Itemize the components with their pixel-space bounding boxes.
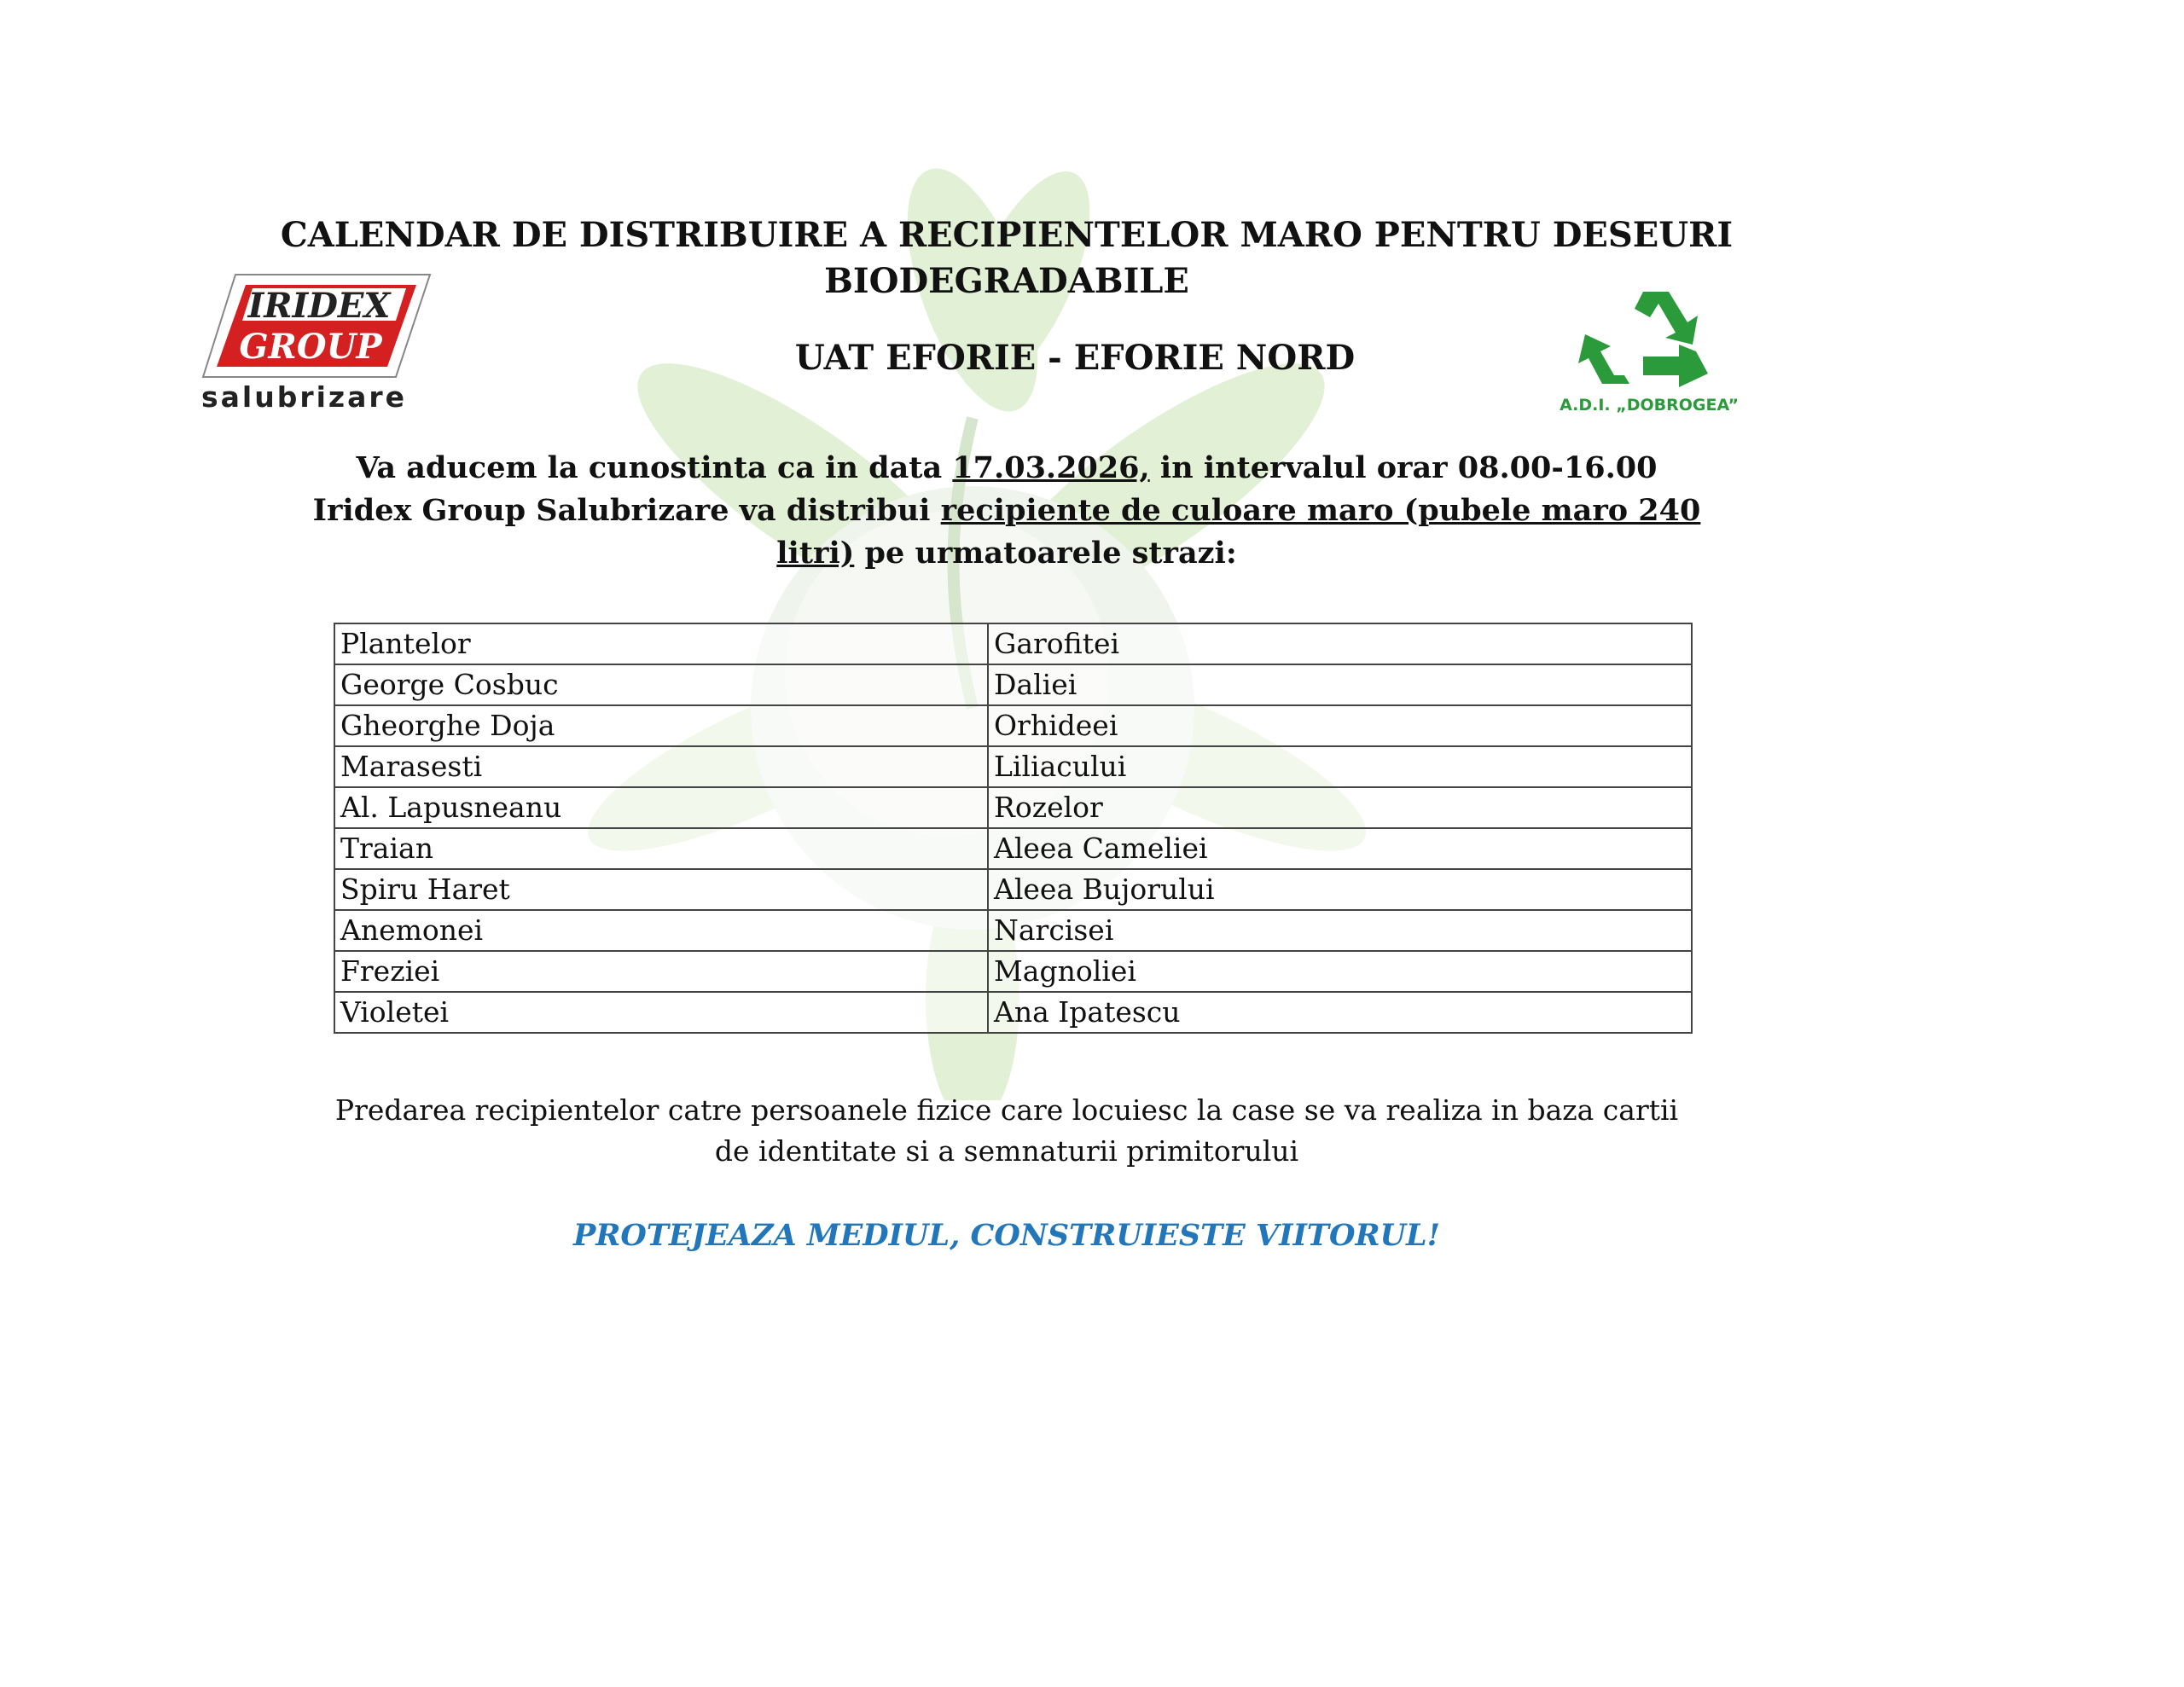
svg-text:GROUP: GROUP	[239, 327, 382, 367]
street-cell-left: Anemonei	[334, 910, 988, 951]
table-row	[334, 828, 1692, 869]
street-cell-right: Aleea Cameliei	[988, 828, 1692, 869]
street-cell-right: Orhideei	[988, 705, 1692, 746]
table-row	[334, 910, 1692, 951]
table-row	[334, 623, 1692, 664]
street-cell-left: Gheorghe Doja	[334, 705, 988, 746]
streets-table	[334, 623, 1693, 1034]
logo-left-caption: salubrizare	[201, 380, 408, 414]
street-cell-left: Traian	[334, 828, 988, 869]
document-subtitle: UAT EFORIE - EFORIE NORD	[794, 338, 1356, 378]
street-cell-right: Daliei	[988, 664, 1692, 705]
document-title-line-1: CALENDAR DE DISTRIBUIRE A RECIPIENTELOR MARO PENTRU DESEURI	[280, 215, 1734, 255]
logo-right-caption: A.D.I. „DOBROGEA”	[1560, 396, 1739, 415]
svg-text:IRIDEX: IRIDEX	[247, 286, 391, 326]
table-row	[334, 705, 1692, 746]
street-cell-right: Rozelor	[988, 787, 1692, 828]
adi-dobrogea-logo	[1551, 281, 1747, 418]
street-cell-left: Al. Lapusneanu	[334, 787, 988, 828]
table-row	[334, 746, 1692, 787]
iridex-group-logo	[201, 273, 440, 418]
street-cell-right: Narcisei	[988, 910, 1692, 951]
table-row	[334, 869, 1692, 910]
street-cell-right: Magnoliei	[988, 951, 1692, 992]
handover-note: Predarea recipientelor catre persoanele fizice care locuiesc la case se va realiza in baza cartii de identitate si a semnaturii primitorului	[334, 1093, 1679, 1168]
street-cell-left: Spiru Haret	[334, 869, 988, 910]
street-cell-left: George Cosbuc	[334, 664, 988, 705]
street-cell-right: Aleea Bujorului	[988, 869, 1692, 910]
street-cell-right: Liliacului	[988, 746, 1692, 787]
street-cell-left: Plantelor	[334, 623, 988, 664]
table-row	[334, 664, 1692, 705]
document-title-line-2: BIODEGRADABILE	[824, 261, 1189, 301]
distribution-date: 17.03.2026,	[952, 450, 1150, 485]
street-cell-left: Marasesti	[334, 746, 988, 787]
recycle-icon	[1551, 281, 1747, 392]
intro-paragraph: Va aducem la cunostinta ca in data 17.03.2026, in intervalul orar 08.00-16.00 Iridex Group Salubrizare va distribui recipiente de culoare maro (pubele maro 240 litri) pe urmatoarele strazi:	[312, 450, 1701, 571]
table-row	[334, 787, 1692, 828]
table-row	[334, 951, 1692, 992]
street-cell-right: Garofitei	[988, 623, 1692, 664]
street-cell-right: Ana Ipatescu	[988, 992, 1692, 1033]
table-row	[334, 992, 1692, 1033]
slogan: PROTEJEAZA MEDIUL, CONSTRUIESTE VIITORUL!	[572, 1218, 1441, 1253]
container-description: recipiente de culoare maro (pubele maro 240 litri)	[776, 493, 1701, 571]
street-cell-left: Violetei	[334, 992, 988, 1033]
street-cell-left: Freziei	[334, 951, 988, 992]
